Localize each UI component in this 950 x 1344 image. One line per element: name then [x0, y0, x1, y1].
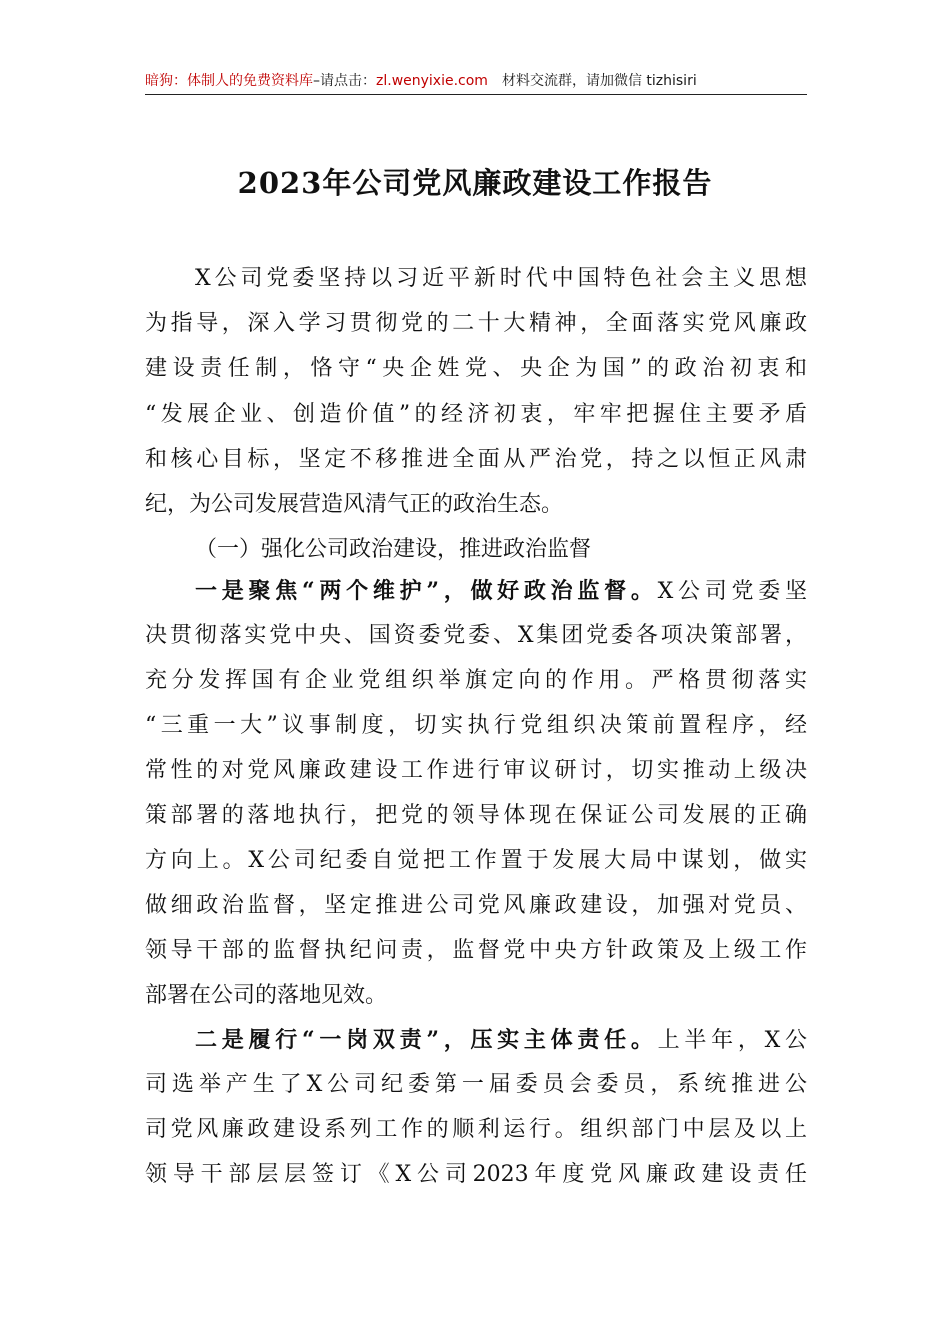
para1-line: 充分发挥国有企业党组织举旗定向的作用。严格贯彻落实	[145, 668, 807, 693]
intro-line: 建设责任制，恪守“央企姓党、央企为国”的政治初衷和	[145, 356, 807, 381]
section-heading: （一）强化公司政治建设，推进政治监督	[195, 537, 592, 562]
para2-first-line-rest: 上半年，X公	[657, 1028, 808, 1053]
para1-line: 做细政治监督，坚定推进公司党风廉政建设，加强对党员、	[145, 893, 807, 918]
para1-line: 领导干部的监督执纪问责，监督党中央方针政策及上级工作	[145, 938, 807, 963]
para1-line: 常性的对党风廉政建设工作进行审议研讨，切实推动上级决	[145, 758, 807, 783]
header-url-link[interactable]: zl.wenyixie.com	[376, 73, 488, 89]
header-brand: 暗狗：体制人的免费资料库	[145, 73, 313, 89]
para2-line: 领导干部层层签订《X公司2023年度党风廉政建设责任	[145, 1162, 807, 1187]
page-header	[145, 70, 807, 95]
para1-line: 方向上。X公司纪委自觉把工作置于发展大局中谋划，做实	[145, 848, 807, 873]
header-click-prompt: –请点击：	[313, 73, 376, 89]
para1-first-line	[195, 571, 807, 611]
intro-line: X公司党委坚持以习近平新时代中国特色社会主义思想	[195, 266, 807, 291]
intro-line: 和核心目标，坚定不移推进全面从严治党，持之以恒正风肃	[145, 447, 807, 472]
para1-line: 策部署的落地执行，把党的领导体现在保证公司发展的正确	[145, 803, 807, 828]
intro-line: 纪，为公司发展营造风清气正的政治生态。	[145, 492, 564, 517]
intro-line: 为指导，深入学习贯彻党的二十大精神，全面落实党风廉政	[145, 311, 807, 336]
para1-line: 决贯彻落实党中央、国资委党委、X集团党委各项决策部署，	[145, 623, 807, 648]
para1-line: 部署在公司的落地见效。	[145, 983, 388, 1008]
para2-first-line	[195, 1020, 807, 1060]
para1-first-line-rest: X公司党委坚	[657, 579, 808, 604]
para2-line: 司选举产生了X公司纪委第一届委员会委员，系统推进公	[145, 1072, 807, 1097]
intro-line: “发展企业、创造价值”的经济初衷，牢牢把握住主要矛盾	[145, 402, 807, 427]
para2-bold-lead: 二是履行“一岗双责”，压实主体责任。	[195, 1027, 658, 1053]
para1-bold-lead: 一是聚焦“两个维护”，做好政治监督。	[195, 578, 658, 604]
para1-line: “三重一大”议事制度，切实执行党组织决策前置程序，经	[145, 713, 807, 738]
header-contact: 材料交流群，请加微信 tizhisiri	[501, 73, 697, 89]
para2-line: 司党风廉政建设系列工作的顺利运行。组织部门中层及以上	[145, 1117, 807, 1142]
page-title: 2023年公司党风廉政建设工作报告	[237, 166, 713, 200]
